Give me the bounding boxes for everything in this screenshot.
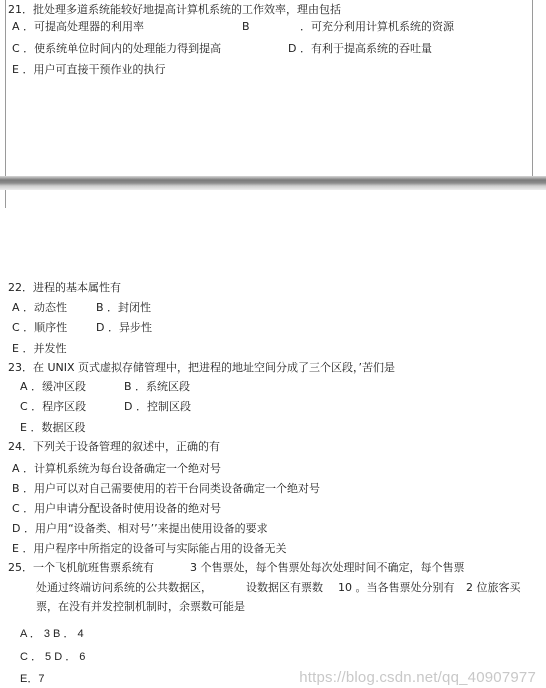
q25-line3: 票，在没有并发控制机制时，余票数可能是 bbox=[36, 600, 245, 613]
watermark: https://blog.csdn.net/qq_40907977 bbox=[299, 669, 536, 686]
next-page-left-border bbox=[5, 190, 6, 208]
q23-stem: 23．在 UNIX 页式虚拟存储管理中，把进程的地址空间分成了三个区段，’苦们是 bbox=[8, 361, 396, 374]
page-right-border bbox=[532, 0, 533, 176]
q25-stem-part1: 25．一个飞机航班售票系统有 bbox=[8, 561, 154, 574]
q21-option-a: A ．可提高处理器的利用率 bbox=[12, 20, 145, 33]
q24-option-b: B ．用户可以对自己需要使用的若干台同类设备确定一个绝对号 bbox=[12, 482, 321, 495]
q21-option-c: C ．使系统单位时间内的处理能力得到提高 bbox=[12, 42, 222, 55]
q21-stem: 21．批处理多道系统能较好地提高计算机系统的工作效率，理由包括 bbox=[8, 3, 341, 16]
q22-option-c: C ．顺序性 bbox=[12, 321, 68, 334]
q23-option-c: C ．程序区段 bbox=[20, 400, 87, 413]
q25-options-ab: A ． 3 B ． 4 bbox=[20, 628, 84, 640]
q25-line2-part4: 2 位旅客买 bbox=[466, 581, 521, 594]
q23-option-d: D ．控制区段 bbox=[124, 400, 191, 413]
q23-option-a: A ．缓冲区段 bbox=[20, 380, 87, 393]
q25-option-e: E．7 bbox=[20, 673, 45, 685]
q22-option-d: D ．异步性 bbox=[96, 321, 152, 334]
q22-option-b: B ．封闭性 bbox=[96, 301, 152, 314]
q24-option-c: C ．用户申请分配设备时使用设备的绝对号 bbox=[12, 502, 222, 515]
q21-option-e: E ．用户可直接干预作业的执行 bbox=[12, 63, 166, 76]
q25-stem-part2: 3 个售票处，每个售票处每次处理时间不确定，每个售票 bbox=[190, 561, 465, 574]
q24-option-d: D ．用户用“设备类、相对号’’来提出使用设备的要求 bbox=[12, 522, 268, 535]
q22-stem: 22．进程的基本属性有 bbox=[8, 281, 121, 294]
page-break-divider bbox=[0, 176, 546, 190]
q24-stem: 24．下列关于设备管理的叙述中，正确的有 bbox=[8, 440, 220, 453]
q25-line2-part1: 处通过终端访问系统的公共数据区， bbox=[36, 581, 212, 594]
q22-option-e: E ．并发性 bbox=[12, 342, 67, 355]
q21-option-b: ．可充分利用计算机系统的资源 bbox=[300, 20, 454, 33]
page-left-border bbox=[5, 0, 6, 176]
q25-line2-part3: 10 。当各售票处分别有 bbox=[338, 581, 455, 594]
q24-option-e: E ．用户程序中所指定的设备可与实际能占用的设备无关 bbox=[12, 542, 287, 555]
q24-option-a: A ．计算机系统为每台设备确定一个绝对号 bbox=[12, 462, 222, 475]
q21-option-b-letter: B bbox=[242, 20, 250, 33]
q25-line2-part2: 设数据区有票数 bbox=[246, 581, 323, 594]
q22-option-a: A ．动态性 bbox=[12, 301, 68, 314]
q23-option-b: B ．系统区段 bbox=[124, 380, 191, 393]
q23-option-e: E ．数据区段 bbox=[20, 421, 86, 434]
q21-option-d: D ．有利于提高系统的吞吐量 bbox=[288, 42, 432, 55]
q25-options-cd: C ． 5 D ． 6 bbox=[20, 651, 86, 663]
